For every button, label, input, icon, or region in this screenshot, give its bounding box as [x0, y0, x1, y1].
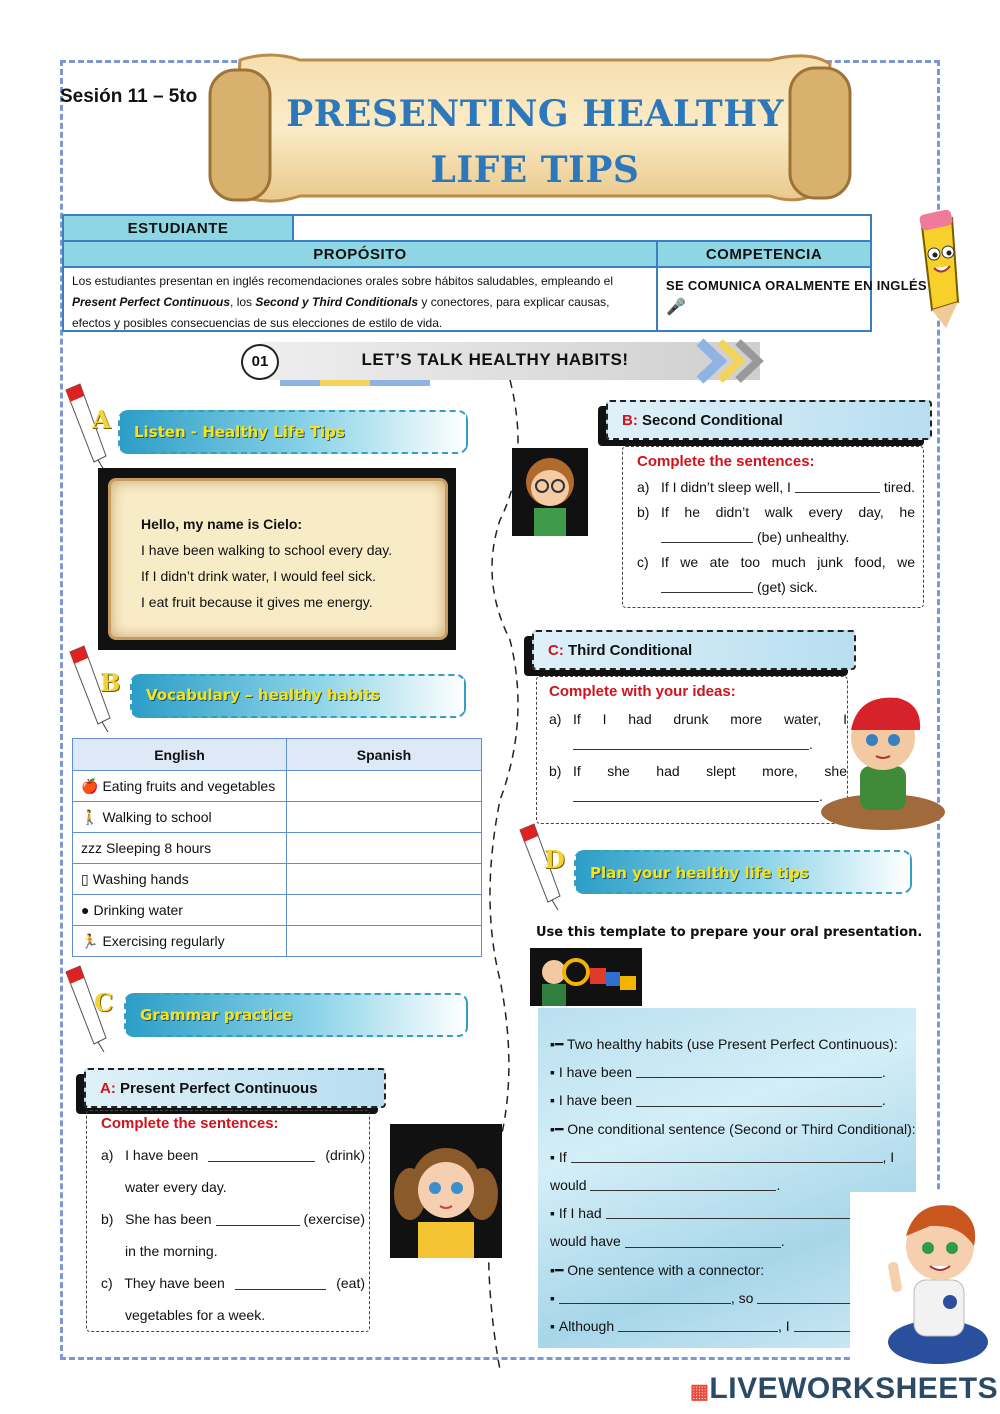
plan-blank-if-had[interactable] [606, 1199, 886, 1219]
vocabulary-table [72, 738, 482, 957]
plan-blank-if[interactable] [571, 1143, 883, 1163]
section-banner-title: LET’S TALK HEALTHY HABITS! [361, 350, 629, 369]
plan-line-conditional: ▪━ One conditional sentence (Second or Third Conditional): [550, 1120, 916, 1137]
vocab-row [73, 864, 482, 895]
sleep-icon: zzz [81, 840, 102, 856]
vocab-english-cell [73, 802, 287, 833]
section-a-letter: A [92, 405, 111, 434]
pointing-boy-illustration [850, 1192, 1000, 1374]
ppc-instruction: Complete the sentences: [101, 1115, 279, 1132]
vocab-english-text: Washing hands [92, 870, 189, 887]
second-conditional-header: B: Second Conditional [606, 400, 932, 440]
vocab-english-cell [73, 833, 287, 864]
vocab-english-text: Eating fruits and vegetables [102, 777, 276, 794]
third-conditional-box [536, 676, 848, 824]
listening-line: I have been walking to school every day. [141, 542, 393, 558]
vocab-english-text: Sleeping 8 hours [106, 840, 212, 856]
thinking-boy-illustration [512, 448, 588, 536]
plan-line-habit-1: ▪ I have been . [550, 1058, 908, 1086]
sc-blank-a[interactable] [795, 475, 880, 493]
info-table [62, 214, 927, 332]
vocab-english-text: Exercising regularly [102, 932, 225, 949]
purpose-text: Los estudiantes presentan en inglés recomendaciones orales sobre hábitos saludables, empleando el Present Perfect Continuous, los Second y Third Conditionals y conectores, para explicar causas, efectos y posibles consecuencias de sus elecciones de estilo de vida. [64, 268, 658, 330]
second-conditional-instruction: Complete the sentences: [637, 453, 815, 470]
sc-item-b: b) If he didn’t walk every day, he [637, 504, 915, 520]
section-d-title: Plan your healthy life tips [590, 864, 809, 882]
liveworksheets-logo-icon: ▦ [690, 1381, 710, 1403]
word-magnifier-illustration [530, 948, 642, 1006]
tc-item-a: a) If I had drunk more water, I [549, 711, 847, 727]
liveworksheets-logo: ▦LIVEWORKSHEETS [690, 1372, 999, 1405]
vocab-english-cell [73, 864, 287, 895]
listening-text-box [108, 478, 448, 640]
sc-item-a: a) If I didn’t sleep well, I tired. [637, 475, 915, 500]
vocab-row [73, 926, 482, 957]
plan-line-would: would . [550, 1171, 908, 1199]
tc-item-b-line2: . [549, 784, 847, 809]
apple-icon: 🍎 [81, 777, 99, 794]
vocab-spanish-input[interactable] [287, 771, 482, 802]
plan-line-so: ▪ , so [550, 1284, 908, 1312]
vocab-spanish-input[interactable] [287, 864, 482, 895]
plan-line-habit-2: ▪ I have been . [550, 1086, 908, 1114]
vocab-english-cell [73, 926, 287, 957]
vocab-row [73, 895, 482, 926]
ppc-item-b: b) She has been (exercise) [101, 1203, 365, 1235]
ppc-blank-a[interactable] [208, 1139, 315, 1162]
section-c-letter: C [94, 988, 114, 1017]
thinking-girl-illustration [390, 1124, 502, 1258]
column-spanish: Spanish [287, 739, 482, 771]
competence-text: SE COMUNICA ORALMENTE EN INGLÉS 🎤 [666, 278, 927, 316]
ppc-item-c-line2: vegetables for a week. [125, 1307, 266, 1323]
pencil-mascot-icon [902, 206, 972, 330]
tc-blank-b[interactable] [573, 784, 819, 802]
plan-line-habits: ▪━ Two healthy habits (use Present Perfect Continuous): [550, 1036, 898, 1052]
boy-with-cap-illustration [818, 684, 948, 834]
ppc-item-c: c) They have been (eat) [101, 1267, 365, 1299]
purpose-label: PROPÓSITO [64, 242, 658, 266]
walking-person-icon: 🚶 [81, 808, 99, 825]
vocab-row [73, 833, 482, 864]
section-c-title: Grammar practice [140, 1006, 293, 1024]
sc-item-c-line2: (get) sick. [637, 575, 915, 600]
listening-line: If I didn’t drink water, I would feel sick. [141, 568, 376, 584]
ppc-item-a: a) I have been (drink) [101, 1139, 365, 1171]
plan-line-connector: ▪━ One sentence with a connector: [550, 1261, 765, 1278]
vocab-row [73, 771, 482, 802]
student-label: ESTUDIANTE [64, 216, 294, 240]
hand-wash-icon: ▯ [81, 870, 89, 887]
plan-line-would-have: would have . [550, 1227, 908, 1255]
microphone-icon: 🎤 [666, 299, 687, 316]
listening-greeting: Hello, my name is Cielo: [141, 516, 303, 532]
ppc-item-b-line2: in the morning. [125, 1243, 218, 1259]
section-d-letter: D [544, 845, 565, 874]
third-conditional-instruction: Complete with your ideas: [549, 683, 736, 700]
vocab-english-cell [73, 895, 287, 926]
present-perfect-continuous-header: A: Present Perfect Continuous [84, 1068, 386, 1108]
tc-item-a-line2: . [549, 732, 847, 757]
running-person-icon: 🏃 [81, 932, 99, 949]
plan-line-although: ▪ Although , I [550, 1312, 908, 1340]
section-b-letter: B [100, 668, 121, 697]
section-b-title: Vocabulary – healthy habits [146, 686, 380, 704]
present-perfect-exercise-box [86, 1110, 370, 1332]
competence-label: COMPETENCIA [658, 242, 870, 266]
section-number-badge: 01 [241, 344, 279, 380]
sc-item-c: c) If we ate too much junk food, we [637, 554, 915, 570]
water-drop-icon: ● [81, 902, 90, 918]
vocab-row [73, 802, 482, 833]
vocab-english-text: Walking to school [102, 808, 212, 825]
section-a-title: Listen - Healthy Life Tips [134, 423, 345, 441]
listening-line: I eat fruit because it gives me energy. [141, 594, 373, 610]
plan-blank-would[interactable] [590, 1171, 776, 1191]
second-conditional-box [622, 446, 924, 608]
vocab-spanish-input[interactable] [287, 802, 482, 833]
plan-line-if-had: ▪ If I had [550, 1199, 908, 1227]
plan-blank-habit-2[interactable] [636, 1086, 882, 1106]
sc-item-b-line2: (be) unhealthy. [637, 525, 915, 550]
tc-item-b: b) If she had slept more, she [549, 763, 847, 779]
section-d-instruction: Use this template to prepare your oral presentation. [536, 925, 923, 940]
column-english: English [73, 739, 287, 771]
plan-line-if: ▪ If , I [550, 1143, 908, 1171]
page-title: PRESENTING HEALTHY LIFE TIPS [286, 93, 784, 191]
tc-blank-a[interactable] [573, 732, 809, 750]
plan-blank-cause[interactable] [559, 1284, 731, 1304]
session-label: Sesión 11 – 5to [60, 86, 198, 107]
third-conditional-header: C: Third Conditional [532, 630, 856, 670]
plan-blank-habit-1[interactable] [636, 1058, 882, 1078]
ppc-item-a-line2: water every day. [125, 1179, 227, 1195]
vocab-spanish-input[interactable] [287, 833, 482, 864]
vocab-english-cell [73, 771, 287, 802]
sc-blank-b[interactable] [661, 525, 753, 543]
vocab-spanish-input[interactable] [287, 895, 482, 926]
vocab-spanish-input[interactable] [287, 926, 482, 957]
ppc-blank-b[interactable] [216, 1203, 300, 1226]
sc-blank-c[interactable] [661, 575, 753, 593]
student-name-field[interactable] [294, 216, 870, 240]
ppc-blank-c[interactable] [235, 1267, 326, 1290]
plan-blank-would-have[interactable] [625, 1227, 781, 1247]
plan-blank-although[interactable] [618, 1312, 778, 1332]
vocab-english-text: Drinking water [93, 902, 183, 918]
